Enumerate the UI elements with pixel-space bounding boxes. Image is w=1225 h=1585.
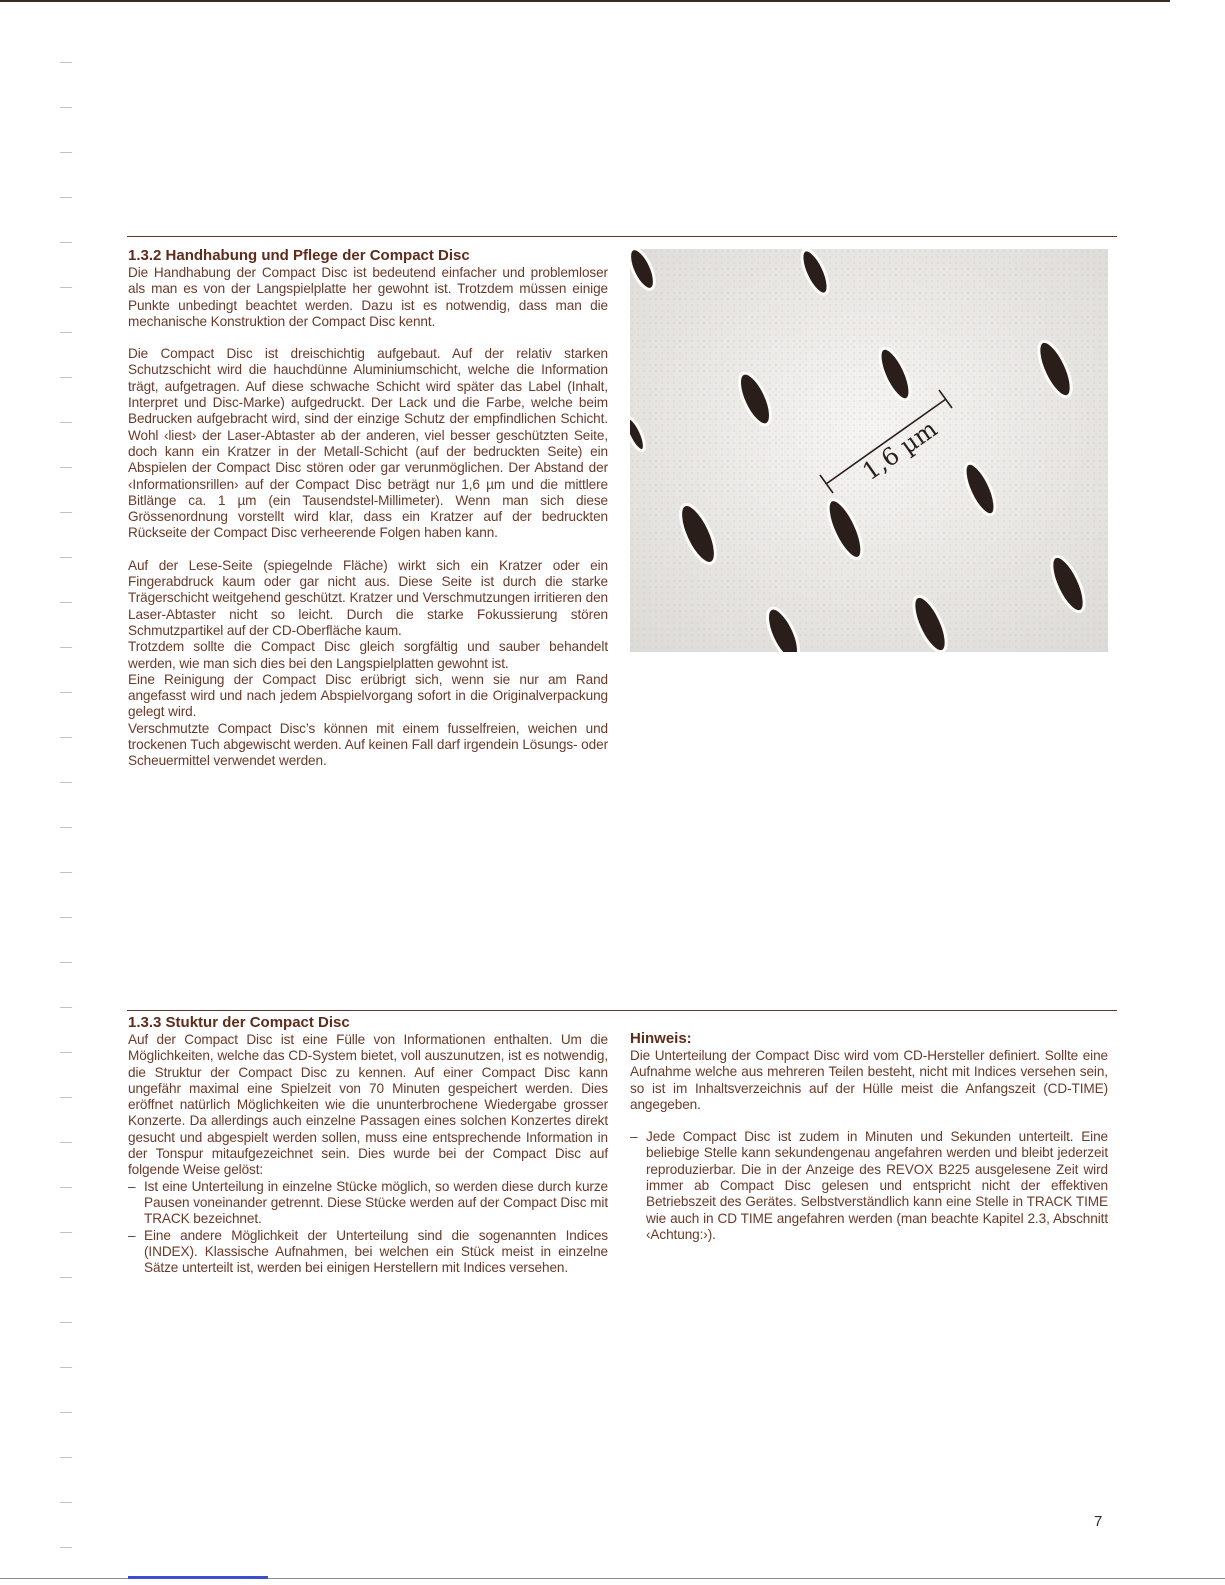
dash-list	[128, 1179, 608, 1277]
measurement-label: 1,6 µm	[857, 414, 943, 486]
margin-tick	[60, 107, 72, 108]
margin-tick	[60, 1547, 72, 1548]
margin-tick	[60, 1367, 72, 1368]
margin-tick	[60, 287, 72, 288]
margin-tick	[60, 62, 72, 63]
margin-tick	[60, 1007, 72, 1008]
margin-tick	[60, 242, 72, 243]
margin-tick	[60, 377, 72, 378]
margin-tick	[60, 782, 72, 783]
paragraph: Die Unterteilung der Compact Disc wird vom CD-Hersteller definiert. Sollte eine Aufnahme welche aus mehreren Teilen besteht, nicht mit Indices versehen sein, so ist im Inhaltsverzeichnis auf der Hülle meist die Anfangszeit (CD-TIME) angegeben.	[630, 1048, 1108, 1112]
margin-tick	[60, 692, 72, 693]
margin-tick	[60, 737, 72, 738]
margin-tick	[60, 1322, 72, 1323]
margin-ticks	[0, 0, 80, 1585]
margin-tick	[60, 872, 72, 873]
section-struktur	[128, 1014, 608, 1276]
margin-tick	[60, 962, 72, 963]
margin-tick	[60, 917, 72, 918]
margin-tick	[60, 422, 72, 423]
margin-tick	[60, 602, 72, 603]
margin-tick	[60, 1412, 72, 1413]
margin-tick	[60, 1277, 72, 1278]
margin-tick	[60, 1232, 72, 1233]
section-heading: 1.3.3 Stuktur der Compact Disc	[128, 1014, 350, 1031]
list-item: – Eine andere Möglichkeit der Unterteilung sind die sogenannten Indices (INDEX). Klassische Aufnahmen, bei welchen ein Stück meist in einzelne Sätze unterteilt ist, werden bei einigen Herstellern mit Indices versehen.	[128, 1228, 608, 1277]
margin-tick	[60, 1457, 72, 1458]
margin-tick	[60, 1502, 72, 1503]
margin-tick	[60, 1052, 72, 1053]
list-item: – Ist eine Unterteilung in einzelne Stücke möglich, so werden diese durch kurze Pausen voneinander getrennt. Diese Stücke werden auf der Compact Disc mit TRACK bezeichnet.	[128, 1179, 608, 1228]
margin-tick	[60, 332, 72, 333]
margin-tick	[60, 512, 72, 513]
margin-tick	[60, 827, 72, 828]
margin-tick	[60, 197, 72, 198]
paragraph: Die Handhabung der Compact Disc ist bedeutend einfacher und problemloser als man es von der Langspielplatte her gewohnt ist. Trotzdem müssen einige Punkte unbedingt beachtet werden. Dazu ist es notwendig, dass man die mechanische Konstruktion der Compact Disc kennt.	[128, 265, 608, 329]
paragraph: Trotzdem sollte die Compact Disc gleich sorgfältig und sauber behandelt werden, wie man sich dies bei den Langspielplatten gewohnt ist.	[128, 639, 608, 671]
cd-pit-micrograph	[630, 249, 1108, 652]
margin-tick	[60, 647, 72, 648]
note-heading: Hinweis:	[630, 1030, 692, 1047]
section-divider-bottom	[127, 1010, 1117, 1011]
section-divider-top	[127, 236, 1117, 237]
paragraph: Auf der Compact Disc ist eine Fülle von Informationen enthalten. Um die Möglichkeiten, welche das CD-System bietet, voll auszunutzen, ist es notwendig, die Struktur der Compact Disc zu kennen. Auf einer Compact Disc kann ungefähr maximal eine Spielzeit von 70 Minuten gespeichert werden. Dies eröffnet natürlich Möglichkeiten wie die ununterbrochene Wiedergabe grosser Konzerte. Da allerdings auch einzelne Passagen eines solchen Konzertes direkt gesucht und abgespielt werden sollen, muss eine entsprechende Information in der Tonspur mitaufgezeichnet sein. Dies wurde bei der Compact Disc auf folgende Weise gelöst:	[128, 1032, 608, 1178]
margin-tick	[60, 1142, 72, 1143]
margin-tick	[60, 467, 72, 468]
paragraph: Verschmutzte Compact Disc’s können mit einem fusselfreien, weichen und trockenen Tuch abgewischt werden. Auf keinen Fall darf irgendein Lösungs- oder Scheuermittel verwendet werden.	[128, 720, 608, 769]
paragraph: Die Compact Disc ist dreischichtig aufgebaut. Auf der relativ starken Schutzschicht wird die hauchdünne Aluminiumschicht, welche die Information trägt, aufgetragen. Auf diese schwache Schicht wird später das Label (Inhalt, Interpret und Disc-Marke) aufgedruckt. Der Lack und die Farbe, welche beim Bedrucken aufgebracht wird, sind der einzige Schutz der empfindlichen Schicht. Wohl ‹liest› der Laser-Abtaster ab der anderen, viel besser geschützten Seite, doch kann ein Kratzer in der Metall-Schicht (auf der bedruckten Seite) ein Abspielen der Compact Disc stören oder gar verunmöglichen. Der Abstand der ‹Informationsrillen› auf der Compact Disc beträgt nur 1,6 µm und die mittlere Bitlänge ca. 1 µm (ein Tausendstel-Millimeter). Wenn man sich diese Grössenordnung vorstellt wird klar, dass ein Kratzer auf der bedruckten Rückseite der Compact Disc verheerende Folgen haben kann.	[128, 346, 608, 541]
bottom-edge-mark	[128, 1576, 268, 1579]
margin-tick	[60, 557, 72, 558]
section-heading: 1.3.2 Handhabung und Pflege der Compact Disc	[128, 247, 470, 264]
dash-list	[630, 1129, 1108, 1243]
paragraph: Auf der Lese-Seite (spiegelnde Fläche) wirkt sich ein Kratzer oder ein Fingerabdruck kaum oder gar nicht aus. Diese Seite ist durch die starke Trägerschicht weitgehend geschützt. Kratzer und Verschmutzungen irritieren den Laser-Abtaster nicht so leicht. Durch die starke Fokussierung stören Schmutzpartikel auf der CD-Oberfläche kaum.	[128, 557, 608, 638]
paragraph: Eine Reinigung der Compact Disc erübrigt sich, wenn sie nur am Rand angefasst wird und nach jedem Abspielvorgang sofort in die Originalverpackung gelegt wird.	[128, 671, 608, 720]
list-item: – Jede Compact Disc ist zudem in Minuten und Sekunden unterteilt. Eine beliebige Stelle kann sekundengenau angefahren werden und bleibt jederzeit reproduzierbar. Die in der Anzeige des REVOX B225 ausgelesene Zeit wird immer ab Compact Disc gelesen und entspricht nicht der effektiven Betriebszeit des Gerätes. Selbstverständlich kann eine Stelle in TRACK TIME wie auch in CD TIME angefahren werden (man beachte Kapitel 2.3, Abschnitt ‹Achtung:›).	[630, 1129, 1108, 1243]
margin-tick	[60, 1187, 72, 1188]
margin-tick	[60, 1097, 72, 1098]
note-box	[630, 1030, 1108, 1243]
margin-tick	[60, 152, 72, 153]
top-edge-line	[0, 0, 1170, 2]
page-number: 7	[1094, 1513, 1103, 1530]
section-handhabung	[128, 247, 608, 770]
